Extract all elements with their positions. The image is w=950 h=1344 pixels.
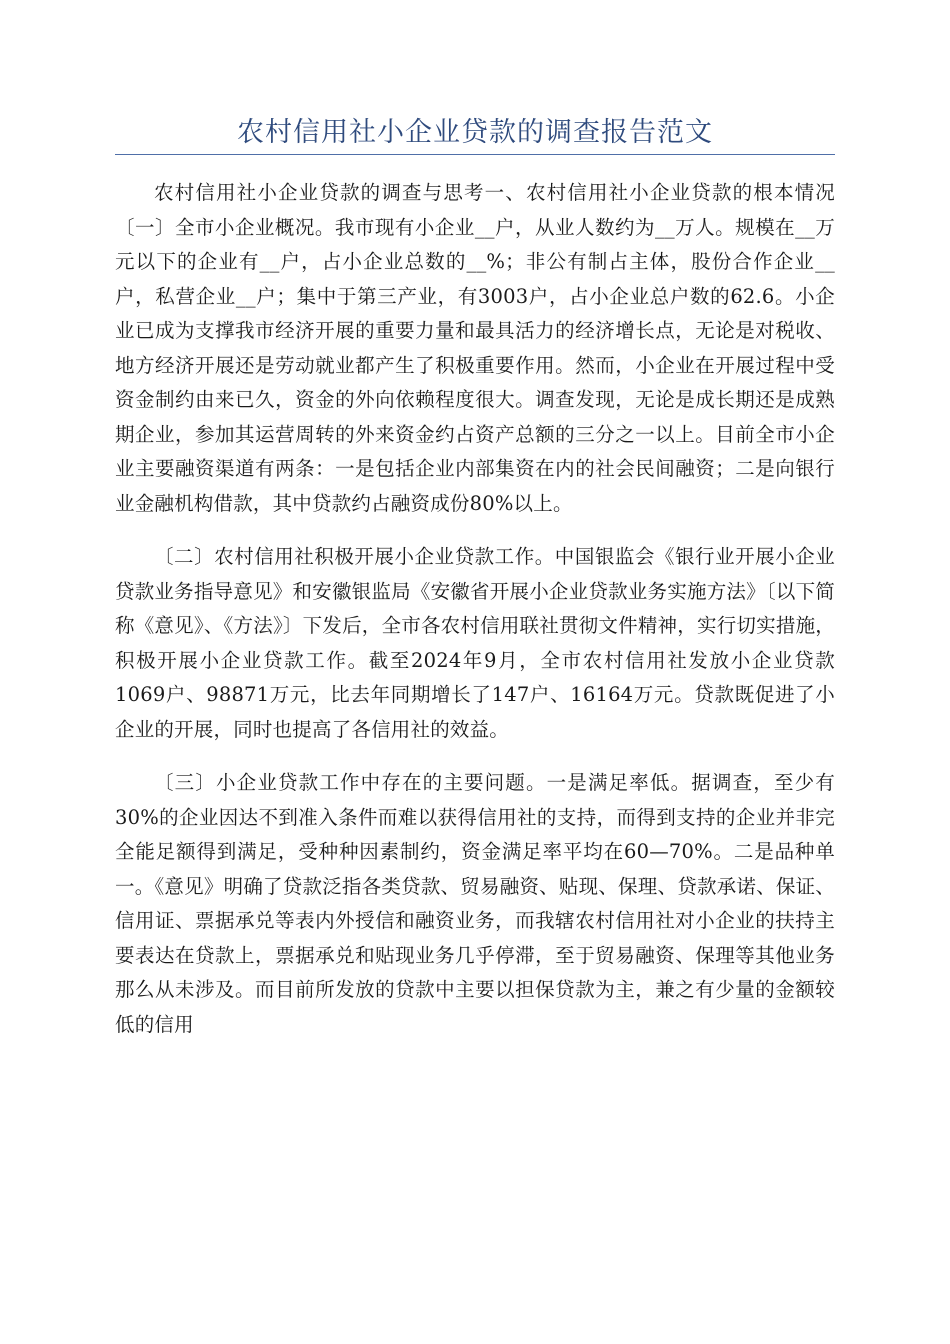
title-underline [115, 154, 835, 155]
document-body [115, 176, 835, 1042]
paragraph-3: 〔三〕小企业贷款工作中存在的主要问题。一是满足率低。据调查，至少有30%的企业因达不到准入条件而难以获得信用社的支持，而得到支持的企业并非完全能足额得到满足，受种种因素制约，资金满足率平均在60—70%。二是品种单一。《意见》明确了贷款泛指各类贷款、贸易融资、贴现、保理、贷款承诺、保证、信用证、票据承兑等表内外授信和融资业务，而我辖农村信用社对小企业的扶持主要表达在贷款上，票据承兑和贴现业务几乎停滞，至于贸易融资、保理等其他业务那么从未涉及。而目前所发放的贷款中主要以担保贷款为主，兼之有少量的金额较低的信用 [115, 771, 835, 1036]
document-title: 农村信用社小企业贷款的调查报告范文 [237, 117, 713, 148]
paragraph-1: 农村信用社小企业贷款的调查与思考一、农村信用社小企业贷款的根本情况〔一〕全市小企业概况。我市现有小企业__户，从业人数约为__万人。规模在__万元以下的企业有__户，占小企业总数的__%；非公有制占主体，股份合作企业__户，私营企业__户；集中于第三产业，有3003户，占小企业总户数的62.6。小企业已成为支撑我市经济开展的重要力量和最具活力的经济增长点，无论是对税收、地方经济开展还是劳动就业都产生了积极重要作用。然而，小企业在开展过程中受资金制约由来已久，资金的外向依赖程度很大。调查发现，无论是成长期还是成熟期企业，参加其运营周转的外来资金约占资产总额的三分之一以上。目前全市小企业主要融资渠道有两条：一是包括企业内部集资在内的社会民间融资；二是向银行业金融机构借款，其中贷款约占融资成份80%以上。 [115, 181, 835, 515]
paragraph-2: 〔二〕农村信用社积极开展小企业贷款工作。中国银监会《银行业开展小企业贷款业务指导意见》和安徽银监局《安徽省开展小企业贷款业务实施方法》〔以下简称《意见》、《方法》〕下发后，全市各农村信用联社贯彻文件精神，实行切实措施，积极开展小企业贷款工作。截至2024年9月，全市农村信用社发放小企业贷款1069户、98871万元，比去年同期增长了147户、16164万元。贷款既促进了小企业的开展，同时也提高了各信用社的效益。 [115, 545, 835, 741]
